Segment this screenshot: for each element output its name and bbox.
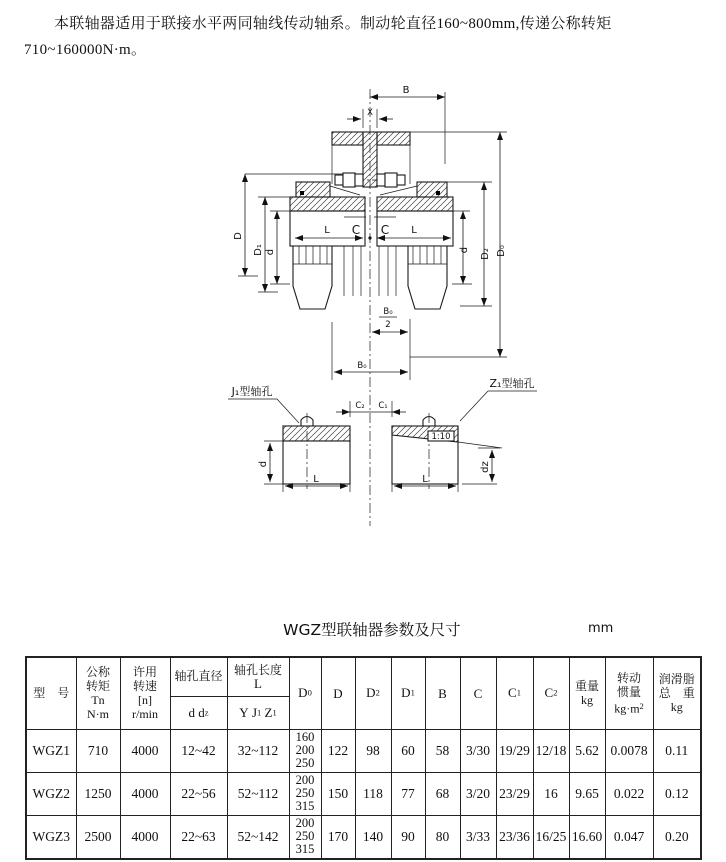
cell-D0 xyxy=(289,815,321,859)
cell-C2: 16/25 xyxy=(533,815,569,859)
bore-length-symbol: L xyxy=(254,675,262,691)
cell-D: 122 xyxy=(321,729,355,772)
cell-D2: 98 xyxy=(355,729,391,772)
cell-C: 3/33 xyxy=(460,815,496,859)
cell-grease: 0.11 xyxy=(653,729,701,772)
cell-B: 80 xyxy=(425,815,460,859)
taper-note: 1:10 xyxy=(431,431,451,442)
inertia-line1: 转动 xyxy=(616,670,641,685)
cell-D0 xyxy=(289,772,321,815)
torque-unit: N·m xyxy=(87,707,109,721)
dim-d-left: d xyxy=(265,248,276,255)
col-header-weight xyxy=(569,657,605,730)
cell-inertia: 0.022 xyxy=(605,772,653,815)
cell-torque: 710 xyxy=(76,729,120,772)
cell-D2: 118 xyxy=(355,772,391,815)
bore-length-line1: 轴孔长度 xyxy=(233,662,282,677)
label-Z1-bore: Z₁型轴孔 xyxy=(489,376,535,390)
dim-B0: B₀ xyxy=(357,360,367,371)
cell-D0-v1: 200 xyxy=(295,773,315,787)
col-header-bore-diameter: 轴孔直径 xyxy=(170,657,227,697)
cell-grease: 0.12 xyxy=(653,772,701,815)
cell-C2: 12/18 xyxy=(533,729,569,772)
cell-inertia: 0.047 xyxy=(605,815,653,859)
cell-D: 170 xyxy=(321,815,355,859)
table-row xyxy=(26,815,701,859)
cell-D0-v1: 160 xyxy=(295,730,315,744)
cell-D0-v3: 315 xyxy=(295,799,315,813)
col-header-C: C xyxy=(460,657,496,730)
weight-unit: kg xyxy=(581,693,593,707)
cell-B: 58 xyxy=(425,729,460,772)
dim-d-right: d xyxy=(459,246,470,253)
inertia-unit: $kg\cdot m^2$ xyxy=(614,700,644,716)
bolt-right xyxy=(385,173,397,187)
cell-bore-diameter: 22~63 xyxy=(170,815,227,859)
dim-D: D xyxy=(233,231,244,240)
speed-line1: 许用 xyxy=(132,665,157,679)
dim-dz: dz xyxy=(480,460,491,473)
cell-D1: 90 xyxy=(391,815,425,859)
brake-wheel-plate-left xyxy=(332,132,363,145)
col-header-speed xyxy=(120,657,170,730)
speed-line2: 转速 xyxy=(132,679,157,693)
dim-L-right: L xyxy=(411,224,417,236)
dim-B0-den: 2 xyxy=(385,319,391,330)
torque-symbol: Tn xyxy=(91,693,105,707)
col-header-inertia xyxy=(605,657,653,730)
table-unit: mm xyxy=(588,620,614,636)
cell-D0-v2: 200 xyxy=(295,743,315,757)
cell-bore-length: 52~112 xyxy=(227,772,289,815)
table-row xyxy=(26,729,701,772)
col-header-torque xyxy=(76,657,120,730)
coupling-drawing-svg xyxy=(0,64,726,612)
sleeve-right xyxy=(377,197,453,211)
cell-D0 xyxy=(289,729,321,772)
brake-wheel-plate-right xyxy=(377,132,410,145)
col-header-C1: C1 xyxy=(496,657,533,730)
cell-weight: 5.62 xyxy=(569,729,605,772)
cell-bore-length: 52~142 xyxy=(227,815,289,859)
cell-speed: 4000 xyxy=(120,815,170,859)
cell-D: 150 xyxy=(321,772,355,815)
dim-D1: D₁ xyxy=(253,243,264,256)
bolt-left xyxy=(343,173,355,187)
cell-D0-v3: 250 xyxy=(295,756,315,770)
speed-unit: r/min xyxy=(132,707,158,721)
grease-line1: 润滑脂 xyxy=(658,672,695,686)
cell-model: WGZ1 xyxy=(26,729,76,772)
cell-torque: 1250 xyxy=(76,772,120,815)
cell-speed: 4000 xyxy=(120,729,170,772)
dim-B: B xyxy=(402,84,410,96)
col-header-D: D xyxy=(321,657,355,730)
cell-D0-v2: 250 xyxy=(295,829,315,843)
dim-C2: C₂ xyxy=(355,400,365,411)
cell-D2: 140 xyxy=(355,815,391,859)
dim-C-right: C xyxy=(380,222,390,237)
cell-C1: 23/36 xyxy=(496,815,533,859)
dim-L-left: L xyxy=(324,224,330,236)
cell-inertia: 0.0078 xyxy=(605,729,653,772)
table-row xyxy=(26,772,701,815)
intro-paragraph: 本联轴器适用于联接水平两同轴线传动轴系。制动轮直径160~800mm,传递公称转矩710~160000N·m。 xyxy=(24,16,612,59)
cell-weight: 16.60 xyxy=(569,815,605,859)
cell-bore-length: 32~112 xyxy=(227,729,289,772)
J1-hub-hatched xyxy=(283,426,350,441)
cell-B: 68 xyxy=(425,772,460,815)
col-header-C2: C2 xyxy=(533,657,569,730)
cell-C: 3/20 xyxy=(460,772,496,815)
cell-D0-v3: 315 xyxy=(295,842,315,856)
col-header-grease xyxy=(653,657,701,730)
cell-speed: 4000 xyxy=(120,772,170,815)
weight-line1: 重量 xyxy=(574,679,599,693)
cell-model: WGZ3 xyxy=(26,815,76,859)
cell-weight: 9.65 xyxy=(569,772,605,815)
dim-D2: D₂ xyxy=(480,247,491,260)
cell-C1: 23/29 xyxy=(496,772,533,815)
torque-line1: 公称 xyxy=(85,665,110,679)
cell-D1: 60 xyxy=(391,729,425,772)
col-header-D2: D2 xyxy=(355,657,391,730)
col-header-D1: D1 xyxy=(391,657,425,730)
dim-d-lower: d xyxy=(258,460,269,467)
col-subheader-bore-diameter: d dz xyxy=(170,696,227,729)
table-title-row xyxy=(0,618,726,646)
parameters-table xyxy=(25,656,702,860)
brake-wheel-web xyxy=(363,132,377,187)
dim-L-lower-left: L xyxy=(313,473,319,485)
col-header-B: B xyxy=(425,657,460,730)
label-J1-bore: J₁型轴孔 xyxy=(231,384,273,398)
cell-model: WGZ2 xyxy=(26,772,76,815)
cell-grease: 0.20 xyxy=(653,815,701,859)
torque-line2: 转矩 xyxy=(85,679,110,693)
dim-C-left: C xyxy=(351,222,361,237)
flange-right xyxy=(417,182,447,197)
dim-C1: C₁ xyxy=(378,400,388,411)
col-header-D0: D0 xyxy=(289,657,321,730)
cell-D0-v1: 200 xyxy=(295,816,315,830)
grease-line2: 总 重 xyxy=(658,686,695,700)
cell-bore-diameter: 22~56 xyxy=(170,772,227,815)
coupling-diagram xyxy=(0,64,726,612)
sleeve-left xyxy=(290,197,365,211)
speed-symbol: [n] xyxy=(138,693,152,707)
dim-D0: D₀ xyxy=(496,244,507,257)
col-subheader-bore-length: Y J1 Z1 xyxy=(227,696,289,729)
grease-unit: kg xyxy=(670,700,683,714)
dim-B0-num: B₀ xyxy=(383,306,393,317)
dim-L-lower-right: L xyxy=(422,473,428,485)
col-header-bore-length xyxy=(227,657,289,697)
cell-C1: 19/29 xyxy=(496,729,533,772)
cell-bore-diameter: 12~42 xyxy=(170,729,227,772)
table-title: WGZ型联轴器参数及尺寸 xyxy=(283,620,461,639)
inertia-line2: 惯量 xyxy=(616,684,641,699)
col-header-model: 型 号 xyxy=(26,657,76,730)
cell-D0-v2: 250 xyxy=(295,786,315,800)
cell-torque: 2500 xyxy=(76,815,120,859)
dim-X: X xyxy=(367,107,373,118)
cell-D1: 77 xyxy=(391,772,425,815)
cell-C: 3/30 xyxy=(460,729,496,772)
cell-C2: 16 xyxy=(533,772,569,815)
